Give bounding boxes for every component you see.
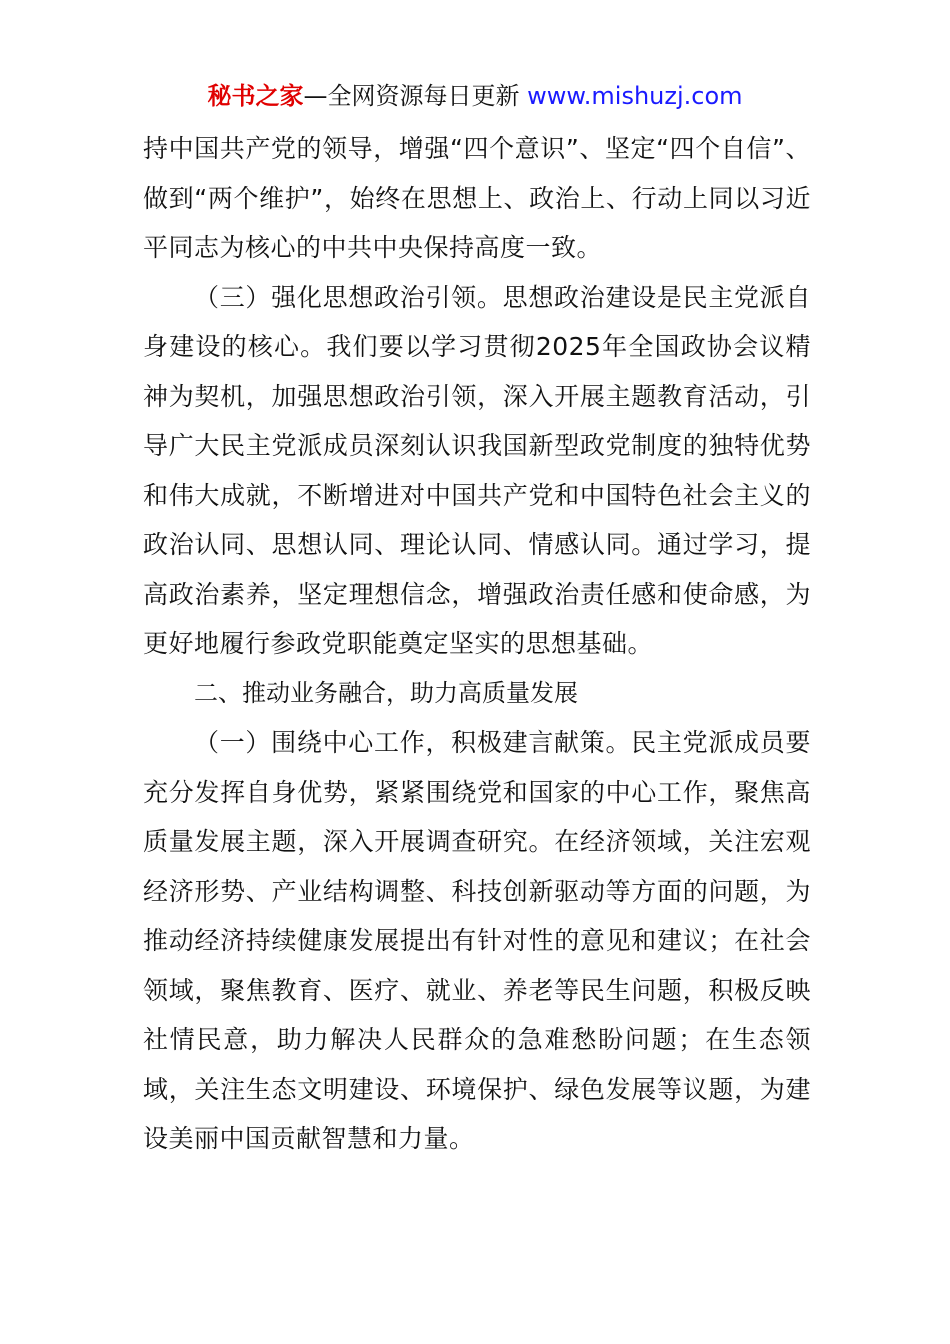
paragraph-continuation: 持中国共产党的领导，增强“四个意识”、坚定“四个自信”、做到“两个维护”，始终在思想上、政治上、行动上同以习近平同志为核心的中共中央保持高度一致。 — [143, 134, 811, 262]
paragraph-ideological-guidance: （三）强化思想政治引领。思想政治建设是民主党派自身建设的核心。我们要以学习贯彻2025年全国政协会议精神为契机，加强思想政治引领，深入开展主题教育活动，引导广大民主党派成员深刻认识我国新型政党制度的独特优势和伟大成就，不断增进对中国共产党和中国特色社会主义的政治认同、思想认同、理论认同、情感认同。通过学习，提高政治素养，坚定理想信念，增强政治责任感和使命感，为更好地履行参政党职能奠定坚实的思想基础。 — [143, 282, 811, 658]
site-brand: 秘书之家 — [207, 82, 304, 110]
page-header — [0, 80, 950, 112]
paragraph-advice-suggestions: （一）围绕中心工作，积极建言献策。民主党派成员要充分发挥自身优势，紧紧围绕党和国家的中心工作，聚焦高质量发展主题，深入开展调查研究。在经济领域，关注宏观经济形势、产业结构调整、科技创新驱动等方面的问题，为推动经济持续健康发展提出有针对性的意见和建议；在社会领域，聚焦教育、医疗、就业、养老等民生问题，积极反映社情民意，助力解决人民群众的急难愁盼问题；在生态领域，关注生态文明建设、环境保护、绿色发展等议题，为建设美丽中国贡献智慧和力量。 — [143, 728, 811, 1153]
section-heading-2: 二、推动业务融合，助力高质量发展 — [194, 678, 578, 707]
site-tagline: —全网资源每日更新 — [303, 82, 520, 110]
site-url-link[interactable]: www.mishuzj.com — [527, 82, 743, 110]
document-body — [143, 124, 811, 1164]
